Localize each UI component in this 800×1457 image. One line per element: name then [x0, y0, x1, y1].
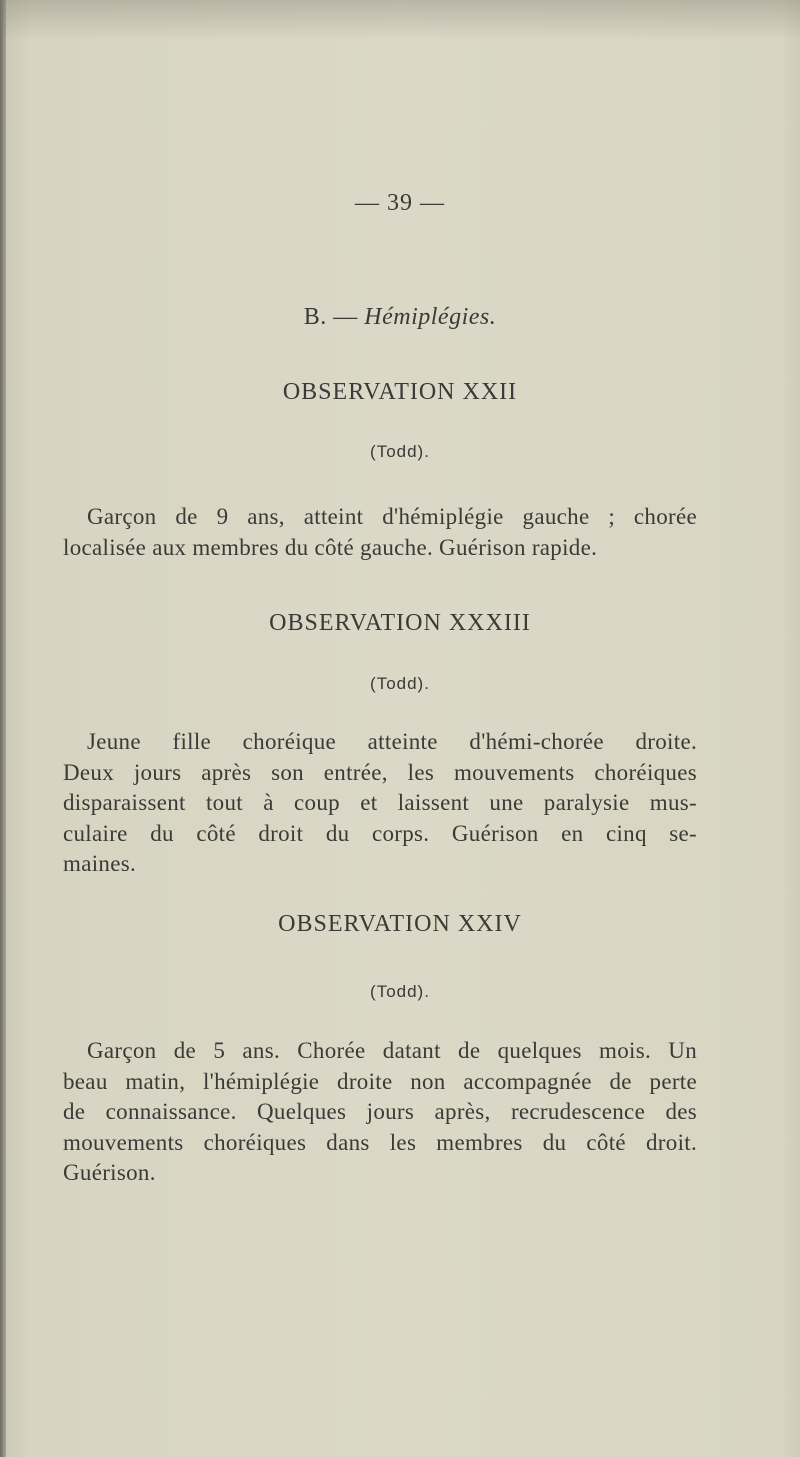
text-line: Deux jours après son entrée, les mouvements choréiques	[63, 759, 697, 785]
section-title: Hémiplégies.	[364, 304, 497, 330]
observation-title: OBSERVATION XXXIII	[269, 610, 531, 636]
observation-text	[63, 727, 697, 880]
top-shadow	[0, 0, 800, 40]
text-line: maines.	[63, 851, 136, 876]
section-heading	[0, 304, 800, 331]
observation-text	[63, 1036, 697, 1189]
observation-source: (Todd).	[370, 674, 430, 693]
observation-title: OBSERVATION XXII	[282, 379, 518, 405]
text-line: de connaissance. Quelques jours après, recrudescence des	[63, 1099, 697, 1124]
binding-edge	[0, 0, 6, 1457]
text-line: Jeune fille choréique atteinte d'hémi-chorée droite.	[87, 729, 697, 754]
section-prefix: B. —	[303, 304, 358, 330]
observation-text	[63, 502, 697, 563]
text-line: disparaissent tout à coup et laissent une paralysie mus-	[63, 790, 697, 815]
text-line: Guérison.	[63, 1160, 156, 1185]
observation-source: (Todd).	[370, 442, 430, 461]
text-line: mouvements choréiques dans les membres du côté droit.	[63, 1129, 697, 1155]
observation-source: (Todd).	[370, 982, 430, 1001]
observation-title: OBSERVATION XXIV	[278, 911, 522, 937]
page-number: — 39 —	[355, 190, 445, 216]
text-line: culaire du côté droit du corps. Guérison en cinq se-	[63, 820, 697, 846]
text-line: localisée aux membres du côté gauche. Guérison rapide.	[63, 534, 598, 560]
text-line: Garçon de 9 ans, atteint d'hémiplégie gauche ; chorée	[87, 504, 697, 529]
text-line: Garçon de 5 ans. Chorée datant de quelques mois. Un	[87, 1038, 697, 1063]
text-line: beau matin, l'hémiplégie droite non accompagnée de perte	[63, 1068, 697, 1094]
